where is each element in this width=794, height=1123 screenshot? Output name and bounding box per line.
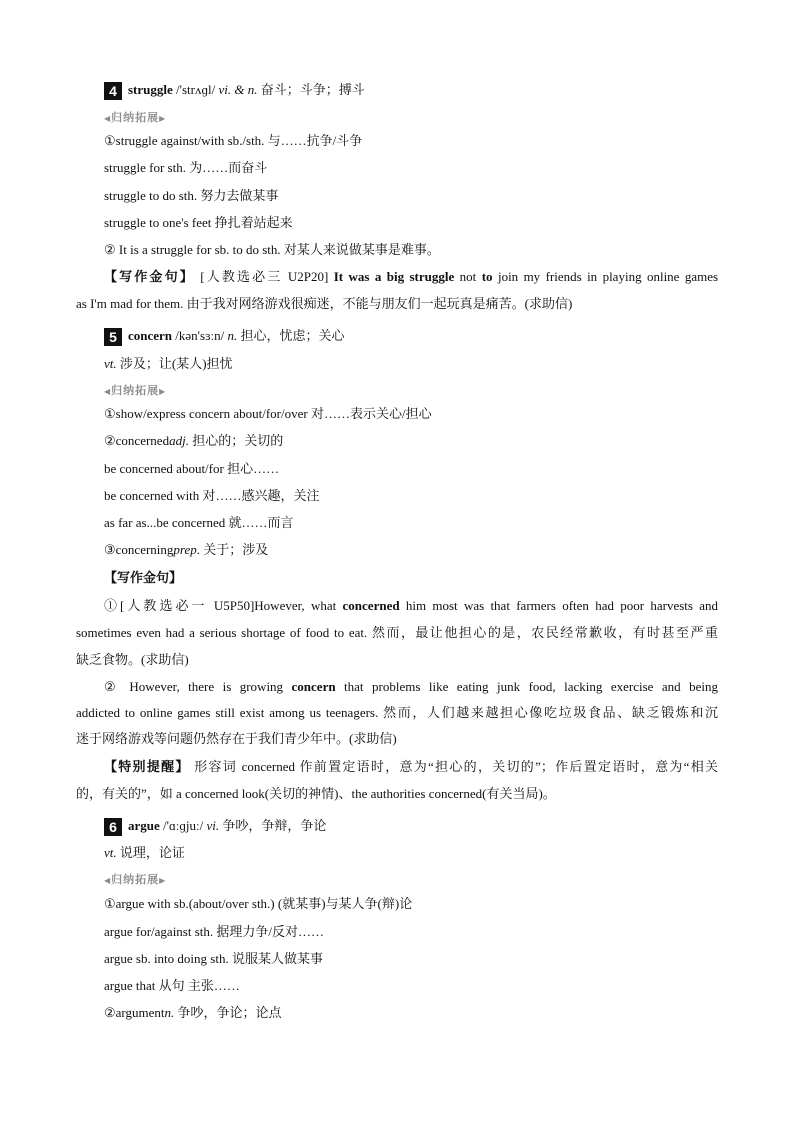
- extension-item: ②concernedadj. 担心的；关切的: [104, 433, 284, 448]
- key-phrase: It was a big struggle: [333, 269, 455, 284]
- entry-number-badge: 4: [104, 82, 122, 100]
- extension-label: ◀归纳拓展▶: [104, 111, 167, 124]
- source-reference: [人教选必三 U2P20]: [200, 269, 329, 284]
- extension-item: ② It is a struggle for sb. to do sth. 对某人来说做某事是难事。: [104, 242, 440, 257]
- writing-sentence: 【写作金句】 [人教选必三 U2P20] It was a big struggle not to join my friends in playing online games: [104, 269, 719, 284]
- part-of-speech: vt.: [104, 356, 117, 371]
- meaning: 奋斗；斗争；搏斗: [260, 82, 365, 97]
- entry-number-badge: 6: [104, 818, 122, 836]
- entry-5-headword: [104, 326, 345, 346]
- extension-label: ◀归纳拓展▶: [104, 873, 167, 886]
- extension-item: struggle to one's feet 挣扎着站起来: [104, 215, 293, 230]
- secondary-meaning: [104, 354, 233, 374]
- extension-item: ③concerningprep. 关于；涉及: [104, 542, 269, 557]
- key-phrase: concern: [291, 679, 336, 694]
- extension-item: ①show/express concern about/for/over 对……表示关心/担心: [104, 406, 432, 421]
- meaning: 争吵，争辩，争论: [222, 818, 327, 833]
- tip-label: 【特别提醒】: [104, 759, 190, 774]
- left-triangle-icon: ◀: [104, 114, 112, 123]
- writing-sentence-continued: sometimes even had a serious shortage of food to eat. 然而，最让他担心的是，农民经常歉收，有时甚至严重: [76, 625, 718, 640]
- extension-item: be concerned with 对……感兴趣，关注: [104, 488, 320, 503]
- headword: struggle: [128, 82, 173, 97]
- extension-item: be concerned about/for 担心……: [104, 461, 280, 476]
- left-triangle-icon: ◀: [104, 876, 112, 885]
- writing-sentence-continued: 迷于网络游戏等问题仍然存在于我们青少年中。(求助信): [76, 731, 397, 746]
- extension-label: ◀归纳拓展▶: [104, 384, 167, 397]
- right-triangle-icon: ▶: [159, 114, 167, 123]
- extension-item: ②argumentn. 争吵，争论；论点: [104, 1005, 282, 1020]
- writing-sentence-continued: as I'm mad for them. 由于我对网络游戏很痴迷，不能与朋友们一起玩真是痛苦。(求助信): [76, 296, 573, 311]
- extension-item: struggle to do sth. 努力去做某事: [104, 188, 279, 203]
- writing-sentence-continued: addicted to online games still exist among us teenagers. 然而，人们越来越担心像吃垃圾食品、缺乏锻炼和沉: [76, 705, 718, 720]
- left-triangle-icon: ◀: [104, 387, 112, 396]
- right-triangle-icon: ▶: [159, 876, 167, 885]
- writing-sentence-continued: 缺乏食物。(求助信): [76, 652, 189, 667]
- key-phrase: to: [481, 269, 493, 284]
- part-of-speech: vt.: [104, 845, 117, 860]
- writing-label: 【写作金句】: [104, 570, 183, 585]
- part-of-speech: n.: [227, 328, 238, 343]
- key-phrase: concerned: [342, 598, 400, 613]
- extension-item: argue that 从句 主张……: [104, 978, 240, 993]
- extension-item: ①struggle against/with sb./sth. 与……抗争/斗争: [104, 133, 363, 148]
- phonetic: /'ɑːɡjuː/: [163, 818, 204, 833]
- entry-4-headword: [104, 80, 365, 100]
- special-tip-continued: 的，有关的”，如 a concerned look(关切的神情)、the authorities concerned(有关当局)。: [76, 786, 556, 801]
- writing-sentence: ② However, there is growing concern that problems like eating junk food, lacking exercise and being: [104, 679, 719, 694]
- right-triangle-icon: ▶: [159, 387, 167, 396]
- extension-item: ①argue with sb.(about/over sth.) (就某事)与某人争(辩)论: [104, 896, 413, 911]
- meaning: 担心，忧虑；关心: [240, 328, 345, 343]
- headword: concern: [128, 328, 173, 343]
- entry-6-headword: [104, 816, 326, 836]
- extension-item: struggle for sth. 为……而奋斗: [104, 160, 268, 175]
- meaning: 涉及；让(某人)担忧: [119, 356, 233, 371]
- entry-number-badge: 5: [104, 328, 122, 346]
- meaning: 说理，论证: [119, 845, 185, 860]
- headword: argue: [128, 818, 160, 833]
- special-tip: 【特别提醒】 形容词 concerned 作前置定语时，意为“担心的，关切的”；作后置定语时，意为“相关: [104, 759, 718, 774]
- extension-item: as far as...be concerned 就……而言: [104, 515, 294, 530]
- extension-item: argue sb. into doing sth. 说服某人做某事: [104, 951, 323, 966]
- writing-label: 【写作金句】: [104, 269, 195, 284]
- part-of-speech: vi. & n.: [218, 82, 258, 97]
- writing-sentence: ①[人教选必一 U5P50]However, what concerned him most was that farmers often had poor harvests and: [104, 598, 719, 613]
- phonetic: /'strʌɡl/: [176, 82, 216, 97]
- secondary-meaning: [104, 843, 185, 863]
- phonetic: /kən'sɜːn/: [175, 328, 225, 343]
- extension-item: argue for/against sth. 据理力争/反对……: [104, 924, 325, 939]
- part-of-speech: vi.: [206, 818, 220, 833]
